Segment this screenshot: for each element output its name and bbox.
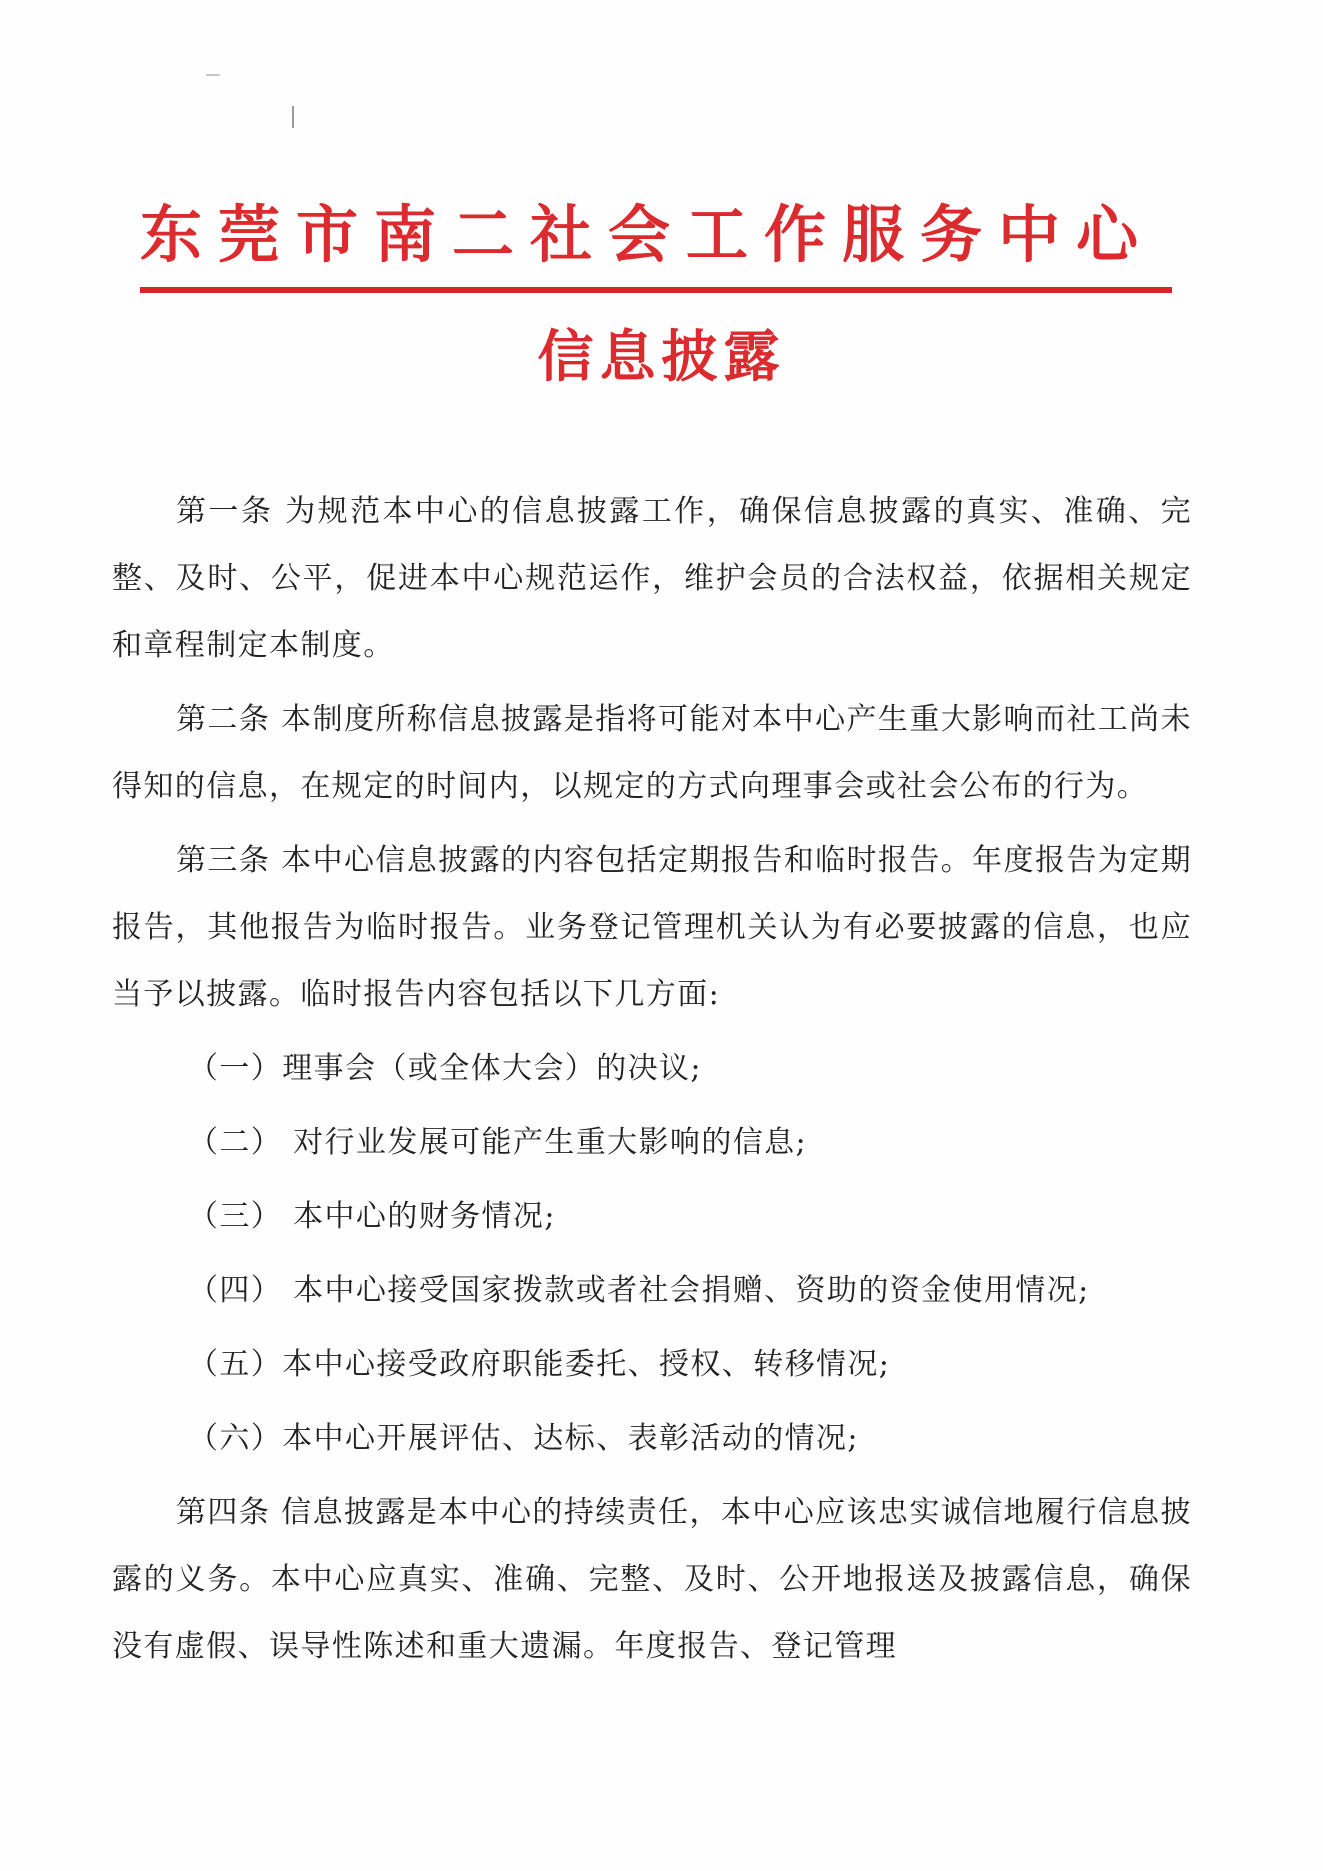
scan-speck: [206, 74, 220, 76]
article-3: 第三条 本中心信息披露的内容包括定期报告和临时报告。年度报告为定期报告，其他报告为临时报告。业务登记管理机关认为有必要披露的信息，也应当予以披露。临时报告内容包括以下几方面:: [112, 843, 1192, 1012]
list-item-4: （四） 本中心接受国家拨款或者社会捐赠、资助的资金使用情况;: [188, 1273, 1090, 1308]
article-1: 第一条 为规范本中心的信息披露工作，确保信息披露的真实、准确、完整、及时、公平，促进本中心规范运作，维护会员的合法权益，依据相关规定和章程制定本制度。: [112, 494, 1192, 663]
header-divider: [140, 287, 1172, 293]
list-item-1: （一）理事会（或全体大会）的决议;: [188, 1051, 702, 1086]
list-item-5: （五）本中心接受政府职能委托、授权、转移情况;: [188, 1347, 891, 1382]
article-4: 第四条 信息披露是本中心的持续责任，本中心应该忠实诚信地履行信息披露的义务。本中心应真实、准确、完整、及时、公开地报送及披露信息，确保没有虚假、误导性陈述和重大遗漏。年度报告、登记管理: [112, 1495, 1192, 1664]
list-item-3: （三） 本中心的财务情况;: [188, 1199, 556, 1234]
document-body: [112, 478, 1192, 1687]
document-title: 信息披露: [537, 325, 786, 390]
organization-name: 东莞市南二社会工作服务中心: [140, 198, 1155, 271]
scan-speck: [292, 106, 294, 128]
list-item-2: （二） 对行业发展可能产生重大影响的信息;: [188, 1125, 808, 1160]
article-2: 第二条 本制度所称信息披露是指将可能对本中心产生重大影响而社工尚未得知的信息，在规定的时间内，以规定的方式向理事会或社会公布的行为。: [112, 702, 1192, 804]
list-item-6: （六）本中心开展评估、达标、表彰活动的情况;: [188, 1421, 859, 1456]
